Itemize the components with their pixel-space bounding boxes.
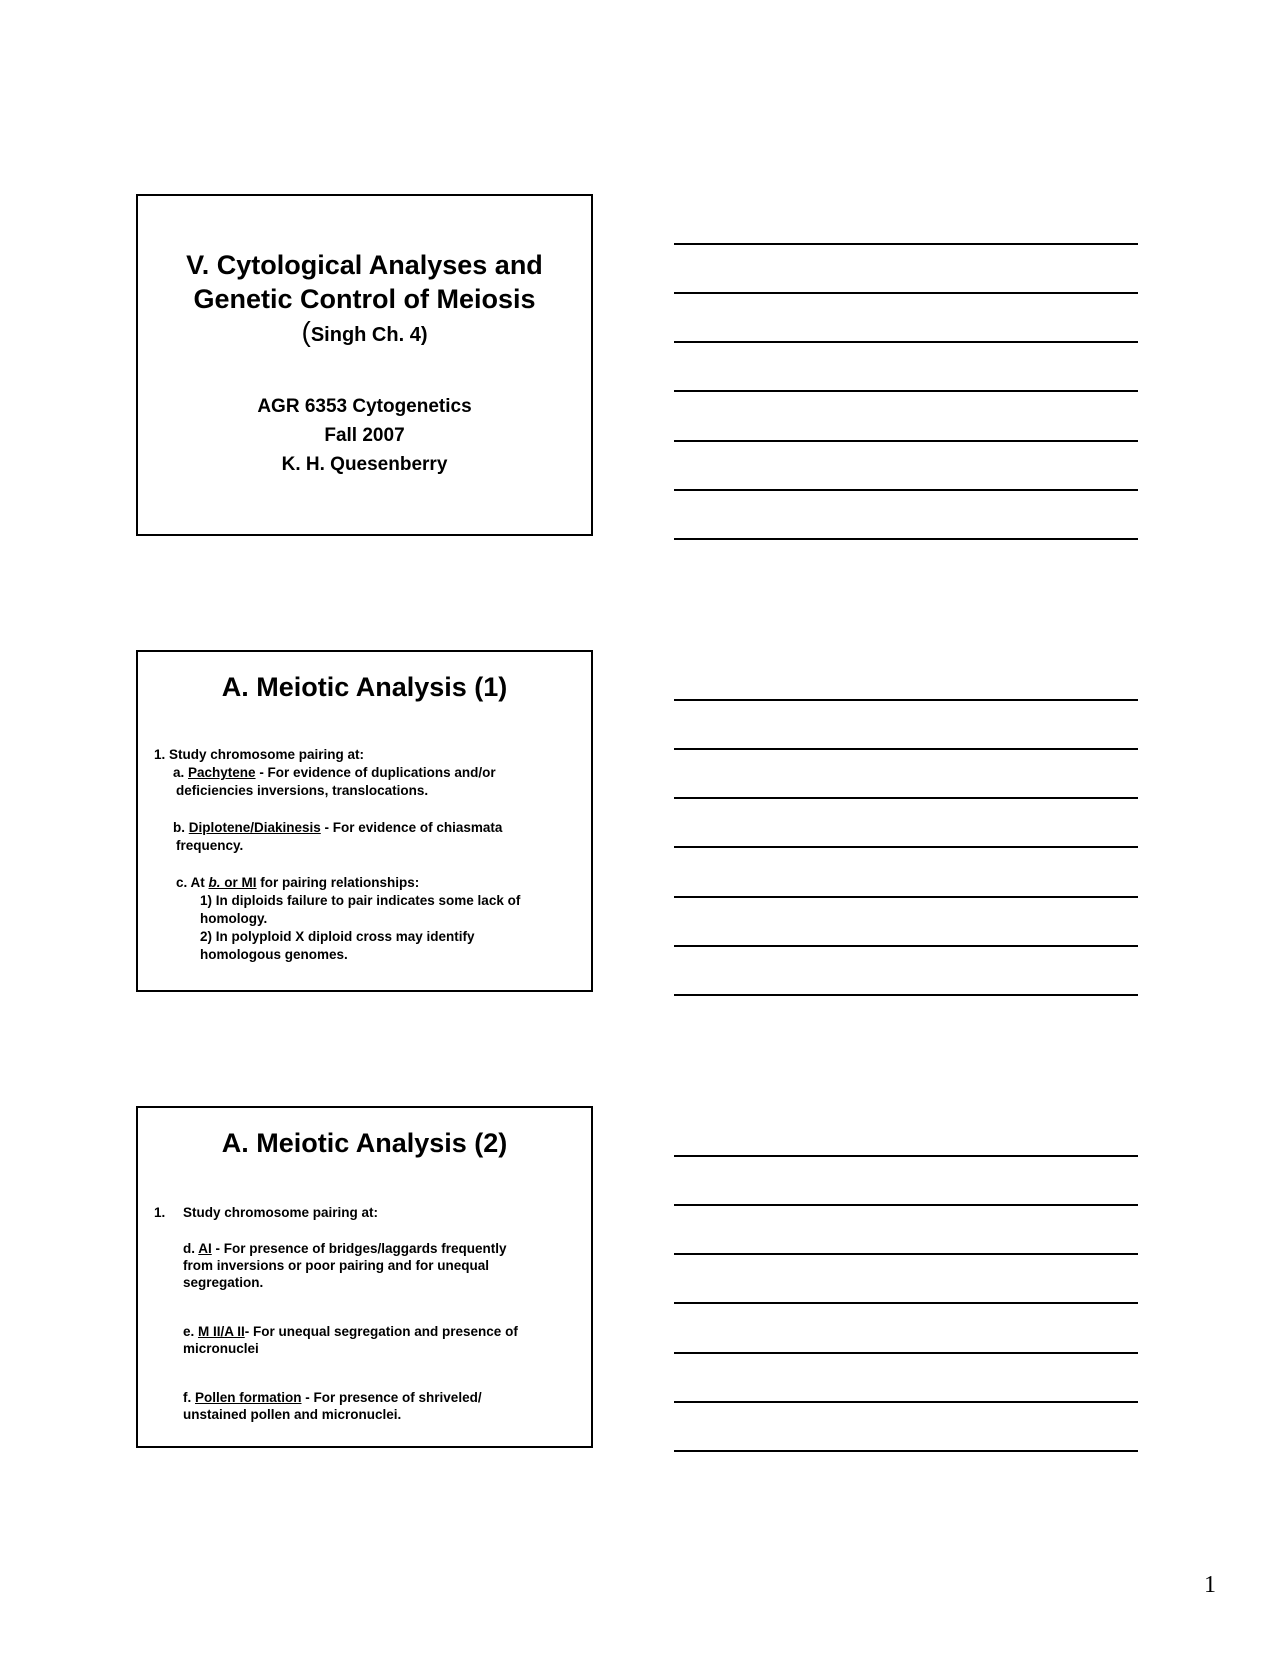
- note-line: [674, 945, 1138, 947]
- note-line: [674, 1204, 1138, 1206]
- slide-3-meiotic-analysis-2: [136, 1106, 593, 1448]
- subtitle-open-paren: (: [301, 316, 311, 347]
- note-line: [674, 1302, 1138, 1304]
- slide-3-line-1: Study chromosome pairing at:: [183, 1205, 379, 1220]
- note-line: [674, 538, 1138, 540]
- note-line: [674, 994, 1138, 996]
- term-b: b.: [208, 875, 221, 890]
- subtitle-text: Singh Ch. 4): [310, 324, 428, 346]
- course-author: K. H. Quesenberry: [281, 454, 448, 475]
- page-number: 1: [1204, 1572, 1216, 1598]
- slide-2-line-1: 1. Study chromosome pairing at:: [154, 747, 365, 762]
- note-line: [674, 390, 1138, 392]
- note-line: [674, 243, 1138, 245]
- note-line: [674, 797, 1138, 799]
- slide-2-item-c: c. At b. or MI for pairing relationships:: [176, 875, 420, 890]
- term-pollen-formation: Pollen formation: [195, 1390, 302, 1405]
- note-line: [674, 1253, 1138, 1255]
- slide-2-meiotic-analysis-1: [136, 650, 593, 992]
- slide-2-title: A. Meiotic Analysis (1): [221, 672, 508, 702]
- course-name: AGR 6353 Cytogenetics: [257, 396, 472, 417]
- slide-2-item-b: b. Diplotene/Diakinesis - For evidence of chiasmata: [173, 820, 503, 835]
- slide-3-item-d: d. AI - For presence of bridges/laggards frequently: [183, 1241, 507, 1256]
- slide-3-item-e-cont: micronuclei: [183, 1341, 259, 1356]
- term-mii-aii: M II/A II: [198, 1324, 245, 1339]
- note-line: [674, 341, 1138, 343]
- course-term: Fall 2007: [324, 425, 405, 446]
- note-line: [674, 1401, 1138, 1403]
- note-line: [674, 1352, 1138, 1354]
- note-line: [674, 1155, 1138, 1157]
- note-line: [674, 440, 1138, 442]
- slide-3-item-d-cont-2: segregation.: [183, 1275, 264, 1290]
- slide-2-item-a-cont: deficiencies inversions, translocations.: [176, 783, 429, 798]
- note-line: [674, 1450, 1138, 1452]
- term-diplotene-diakinesis: Diplotene/Diakinesis: [188, 820, 321, 835]
- slide-3-item-e: e. M II/A II- For unequal segregation and presence of: [183, 1324, 518, 1339]
- note-line: [674, 896, 1138, 898]
- slide-2-item-b-cont: frequency.: [176, 838, 244, 853]
- slide-1-subtitle: [138, 316, 591, 348]
- slide-3-number: 1.: [154, 1205, 166, 1220]
- slide-1-title-line-1: V. Cytological Analyses and: [186, 250, 543, 280]
- slide-2-item-c1: 1) In diploids failure to pair indicates some lack of: [200, 893, 521, 908]
- slide-1-title-slide: [136, 194, 593, 536]
- slide-1-title-line-2: Genetic Control of Meiosis: [193, 284, 536, 314]
- slide-3-item-d-cont-1: from inversions or poor pairing and for unequal: [183, 1258, 490, 1273]
- slide-2-item-c2-cont: homologous genomes.: [200, 947, 348, 962]
- note-line: [674, 292, 1138, 294]
- slide-2-item-c2: 2) In polyploid X diploid cross may identify: [200, 929, 475, 944]
- term-ai: AI: [198, 1241, 212, 1256]
- note-line: [674, 748, 1138, 750]
- slide-2-item-c1-cont: homology.: [200, 911, 268, 926]
- slide-3-item-f-cont: unstained pollen and micronuclei.: [183, 1407, 402, 1422]
- slide-2-item-a: a. Pachytene - For evidence of duplications and/or: [173, 765, 496, 780]
- note-line: [674, 699, 1138, 701]
- term-pachytene: Pachytene: [188, 765, 256, 780]
- note-line: [674, 489, 1138, 491]
- note-line: [674, 846, 1138, 848]
- term-or-mi: or MI: [220, 875, 257, 890]
- slide-3-item-f: f. Pollen formation - For presence of shriveled/: [183, 1390, 482, 1405]
- slide-3-title: A. Meiotic Analysis (2): [221, 1128, 508, 1158]
